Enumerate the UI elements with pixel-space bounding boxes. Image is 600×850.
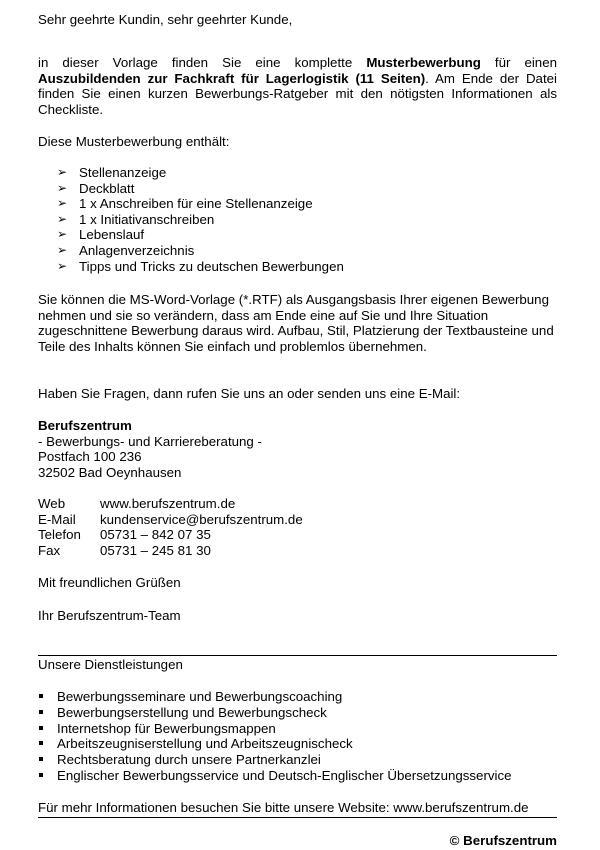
list-item-label: Bewerbungsseminare und Bewerbungscoaching [57, 689, 343, 704]
arrow-bullet-icon: ➢ [57, 227, 68, 242]
square-bullet-icon [39, 741, 43, 745]
divider [38, 655, 557, 656]
list-item-label: Rechtsberatung durch unsere Partnerkanzlei [57, 752, 321, 768]
list-item [57, 212, 537, 228]
divider [38, 817, 557, 818]
questions-paragraph: Haben Sie Fragen, dann rufen Sie uns an oder senden uns eine E-Mail: [38, 386, 461, 401]
intro-text-1: in dieser Vorlage finden Sie eine komplette [38, 55, 367, 70]
company-tagline: - Bewerbungs- und Karriereberatung - [38, 433, 262, 449]
list-item [57, 227, 537, 243]
web-link[interactable]: www.berufszentrum.de [100, 496, 236, 511]
list-item [38, 689, 557, 705]
list-item-label: 1 x Initiativanschreiben [79, 211, 215, 227]
list-item-label: Bewerbungserstellung und Bewerbungscheck [57, 704, 327, 720]
list-item [57, 243, 537, 259]
square-bullet-icon [39, 726, 43, 730]
arrow-bullet-icon: ➢ [57, 258, 68, 273]
list-item [57, 196, 537, 212]
list-item-label: Deckblatt [79, 180, 135, 196]
contact-row-email [38, 512, 303, 528]
contents-list [57, 165, 537, 274]
contact-table [38, 496, 303, 558]
arrow-bullet-icon: ➢ [57, 242, 68, 257]
intro-bold-musterbewerbung: Musterbewerbung [366, 55, 481, 70]
contact-row-fax [38, 543, 303, 559]
closing: Mit freundlichen Grüßen [38, 575, 181, 590]
list-item [38, 705, 557, 721]
square-bullet-icon [39, 773, 43, 777]
list-item-label: Internetshop für Bewerbungsmappen [57, 720, 276, 736]
intro-bold-job-title: Auszubildenden zur Fachkraft für Lagerlogistik (11 Seiten) [38, 70, 426, 86]
contents-heading: Diese Musterbewerbung enthält: [38, 134, 230, 149]
list-item-label: Arbeitszeugniserstellung und Arbeitszeugnischeck [57, 736, 353, 752]
fax-number: 05731 – 245 81 30 [100, 542, 211, 558]
city: 32502 Bad Oeynhausen [38, 464, 182, 480]
contact-row-web [38, 496, 303, 512]
services-heading: Unsere Dienstleistungen [38, 657, 183, 672]
more-info-text: Für mehr Informationen besuchen Sie bitte unsere Website: www.berufszentrum.de [38, 800, 529, 815]
arrow-bullet-icon: ➢ [57, 211, 68, 226]
square-bullet-icon [39, 694, 43, 698]
list-item [38, 736, 557, 752]
intro-text-3: . Am Ende der Datei finden Sie einen kurzen Bewerbungs-Ratgeber mit den nötigsten Informationen als Checkliste. [38, 70, 557, 117]
address-block [38, 418, 557, 480]
list-item-label: Lebenslauf [79, 227, 145, 243]
list-item [57, 259, 537, 275]
phone-number: 05731 – 842 07 35 [100, 527, 211, 543]
square-bullet-icon [39, 710, 43, 714]
list-item [57, 181, 537, 197]
contact-label: E-Mail [38, 511, 76, 527]
list-item [38, 768, 557, 784]
signature: Ihr Berufszentrum-Team [38, 608, 181, 623]
contact-label: Fax [38, 542, 61, 558]
list-item-label: Tipps und Tricks zu deutschen Bewerbungen [79, 258, 344, 274]
list-item-label: Stellenanzeige [79, 165, 167, 180]
services-list [38, 689, 557, 784]
arrow-bullet-icon: ➢ [57, 180, 68, 195]
arrow-bullet-icon: ➢ [57, 196, 68, 211]
company-name: Berufszentrum [38, 418, 132, 433]
intro-paragraph [38, 55, 557, 117]
list-item [38, 752, 557, 768]
contact-row-phone [38, 527, 303, 543]
salutation: Sehr geehrte Kundin, sehr geehrter Kunde, [38, 12, 293, 27]
usage-paragraph: Sie können die MS-Word-Vorlage (*.RTF) als Ausgangsbasis Ihrer eigenen Bewerbung nehmen und sie so verändern, dass am Ende eine auf Sie und Ihre Situation zugeschnittene Bewerbung daraus wird. Aufbau, Stil, Platzierung der Textbausteine und Teile des Inhalts können Sie einfach und problemlos übernehmen. [38, 292, 554, 354]
list-item-label: Englischer Bewerbungsservice und Deutsch-Englischer Übersetzungsservice [57, 767, 512, 783]
email-link[interactable]: kundenservice@berufszentrum.de [100, 511, 303, 527]
contact-label: Telefon [38, 527, 81, 543]
list-item [57, 165, 537, 181]
list-item [38, 721, 557, 737]
square-bullet-icon [39, 757, 43, 761]
intro-text-2: für einen [480, 55, 557, 70]
po-box: Postfach 100 236 [38, 449, 142, 465]
arrow-bullet-icon: ➢ [57, 165, 68, 179]
contact-label: Web [38, 496, 66, 511]
copyright: © Berufszentrum [449, 833, 557, 848]
list-item-label: Anlagenverzeichnis [79, 242, 195, 258]
list-item-label: 1 x Anschreiben für eine Stellenanzeige [79, 196, 313, 212]
